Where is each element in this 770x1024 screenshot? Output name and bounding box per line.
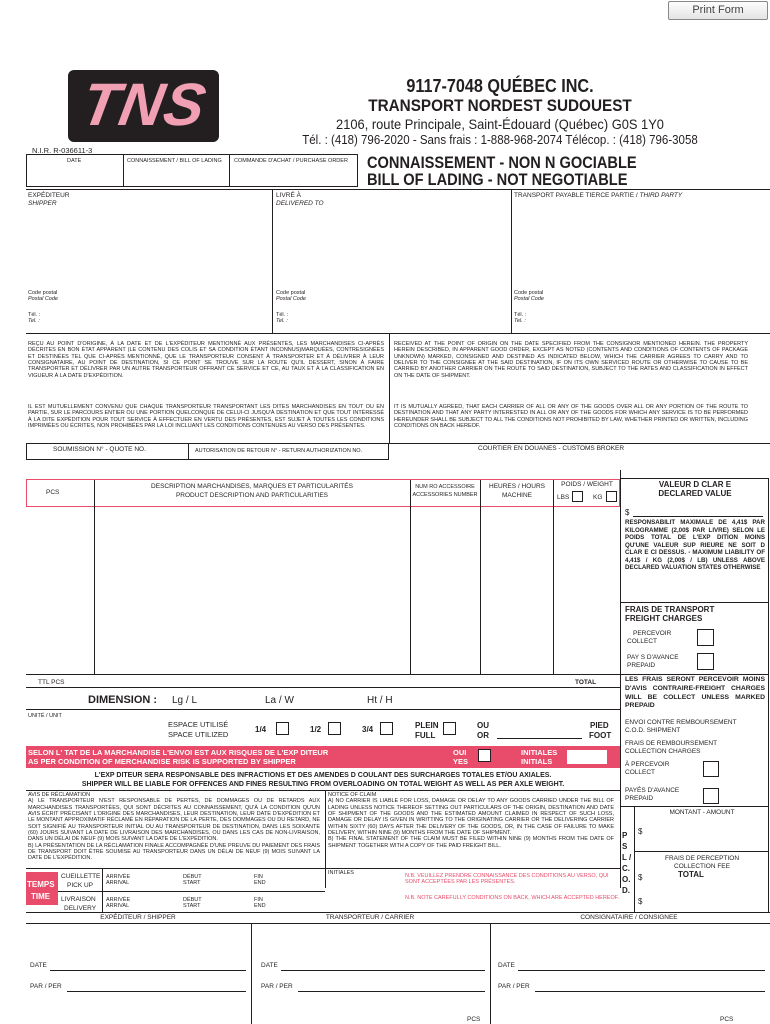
risk-en: AS PER CONDITION OF MERCHANDISE RISK IS SUPPORTED BY SHIPPER (28, 757, 296, 766)
ttl-pcs-label: TTL PCS (38, 679, 65, 686)
bill-label: CONNAISSEMENT / BILL OF LADING (127, 158, 222, 164)
shipper-label-fr: EXPÉDITEUR (28, 192, 70, 199)
fee-dollar: $ (638, 873, 643, 882)
pickup-start-fr: DÉBUT (183, 874, 202, 880)
prepaid2: PREPAID (625, 795, 654, 802)
full-en: FULL (415, 731, 436, 740)
psl-cod-label: P S L / C. O. D. (622, 831, 632, 895)
return-auth-label: AUTORISATION DE RETOUR N° - RETURN AUTHORIZATION NO. (195, 448, 363, 454)
declared-dollar: $ (625, 508, 630, 517)
dimension-label: DIMENSION : (88, 694, 158, 706)
delivered-postal-fr: Code postal (276, 290, 306, 296)
third-party-label-fr: TRANSPORT PAYABLE TIERCE PARTIE / (514, 192, 640, 199)
foot-en: FOOT (589, 731, 612, 740)
quote-no-field[interactable] (26, 443, 189, 460)
sig-consignee-pcs-label: PCS (720, 1016, 734, 1023)
date-field[interactable] (26, 154, 124, 187)
delivered-tel-en: Tel. : (276, 318, 288, 324)
space-three-quarter-checkbox[interactable] (380, 722, 393, 735)
third-tel-fr: Tél. : (514, 312, 527, 318)
sig-shipper-per-label: PAR / PER (30, 983, 62, 990)
risk-fr: SELON L' TAT DE LA MARCHANDISE L'ENVOI EST AUX RISQUES DE L'EXP DITEUR (28, 748, 329, 757)
collect-en: COLLECT (627, 638, 657, 645)
delivery-end-en: END (254, 903, 266, 909)
customs-broker-label: COURTIER EN DOUANES - CUSTOMS BROKER (478, 445, 625, 452)
title-en: BILL OF LADING - NOT NEGOTIABLE (367, 170, 628, 189)
sig-carrier-per-label: PAR / PER (261, 983, 293, 990)
space-en: SPACE UTILIZED (168, 730, 229, 739)
space-half-label: 1/2 (310, 725, 322, 734)
montant-dollar: $ (638, 827, 643, 836)
third-tel-en: Tel. : (514, 318, 526, 324)
space-three-quarter-label: 3/4 (362, 725, 374, 734)
liability-text: RESPONSABILIT MAXIMALE DE 4,41$ PAR KILOGRAMME (2,00$ PAR LIVRE) SELON LE POIDS TOTAL DE L'EXP DITION MOINS QU'UNE VALEUR SUP RIEURE NE SOIT D CLAR E CI DESSUS. - MAXIMUM LIABILITY OF 4,41$ / KG (2,00$ / LB) UNLESS ABOVE DECLARED VALUATION STATES OTHERWISE (625, 519, 765, 572)
claims-en (328, 792, 614, 849)
overload-en: SHIPPER WILL BE LIABLE FOR OFFENCES AND FINES RESULTING FROM OVERLOADING ON TOTAL WEIGHT AS WELL AS PER AXLE WEIGHT. (81, 781, 565, 788)
sig-consignee-date-field[interactable] (518, 970, 765, 971)
total-label: TOTAL (678, 870, 704, 879)
cod-fr: ENVOI CONTRE REMBOURSEMENT (625, 719, 737, 726)
bill-of-lading-field[interactable] (124, 154, 230, 187)
montant-label: MONTANT - AMOUNT (669, 809, 735, 816)
space-half-checkbox[interactable] (328, 722, 341, 735)
delivery-start-en: START (183, 903, 201, 909)
sig-carrier-label: TRANSPORTEUR / CARRIER (325, 914, 415, 921)
delivery-end-fr: FIN (254, 897, 263, 903)
full-fr: PLEIN (415, 721, 439, 730)
sig-consignee-per-field[interactable] (535, 991, 765, 992)
lbs-checkbox[interactable] (572, 491, 583, 502)
overload-fr: L'EXP DITEUR SERA RESPONSABLE DES INFRACTIONS ET DES AMENDES D COULANT DES SURCHARGES TOTALES ET/OU AXIALES. (94, 772, 552, 779)
space-quarter-label: 1/4 (255, 725, 267, 734)
col-hours-fr: HEURES / HOURS (489, 483, 545, 490)
delivered-to-box[interactable] (276, 192, 508, 330)
prepaid-en: PREPAID (627, 662, 656, 669)
sig-consignee-label: CONSIGNATAIRE / CONSIGNEE (580, 914, 678, 921)
sig-shipper-per-field[interactable] (67, 991, 246, 992)
dim-width[interactable]: La / W (265, 695, 294, 706)
freight-en: FREIGHT CHARGES (625, 614, 703, 623)
risk-yes-checkbox[interactable] (478, 749, 491, 762)
logo-text: TNS (76, 71, 212, 138)
total-dollar: $ (638, 897, 643, 906)
quote-label: SOUMISSION N° - QUOTE NO. (53, 446, 146, 453)
freight-fr: FRAIS DE TRANSPORT (625, 605, 715, 614)
prepaid-checkbox[interactable] (697, 653, 714, 670)
pickup-start-en: START (183, 880, 201, 886)
col-pcs: PCS (46, 489, 60, 496)
delivered-tel-fr: Tél. : (276, 312, 289, 318)
risk-initials-fr: INITIALES (521, 748, 558, 757)
pickup-fr: CUEILLETTE (61, 873, 101, 880)
risk-yes-fr: OUI (453, 748, 467, 757)
foot-input[interactable] (497, 738, 582, 739)
company-name: 9117-7048 QUÉBEC INC. (406, 76, 594, 96)
title-fr: CONNAISSEMENT - NON N GOCIABLE (367, 153, 637, 172)
shipper-postal-fr: Code postal (28, 290, 58, 296)
claims-fr-b: B) LA PRÉSENTATION DE LA RÉCLAMATION FINALE ACCOMPAGNÉE D'UNE PREUVE DU PAIEMENT DES FRAIS DE TRANSPORT DOIT ÊTRE SOUMISE AU TRANSPORTEUR DANS UN DÉLAI DE NEUF (9) MOIS SUIVANT LA DATE DE L'EXPÉDITION. (28, 842, 320, 862)
col-acc-en: ACCESSORIES NUMBER (412, 492, 478, 498)
declared-value-fr: VALEUR D CLAR E (658, 480, 732, 489)
risk-yes-en: YES (453, 757, 469, 766)
delivery-arrival-fr: ARRIVÉE (106, 897, 131, 903)
col-hours-en: MACHINE (502, 492, 532, 499)
claims-fr (28, 792, 320, 861)
third-party-box[interactable] (514, 192, 768, 330)
third-party-label-en: THIRD PARTY (639, 192, 683, 199)
po-label: COMMANDE D'ACHAT / PURCHASE ORDER (234, 158, 348, 164)
sig-carrier-date-label: DATE (261, 962, 278, 969)
dim-length[interactable]: Lg / L (172, 695, 198, 706)
space-fr: ESPACE UTILISÉ (168, 720, 229, 729)
note-fr: N.B. VEUILLEZ PRENDRE CONNAISSANCE DES CONDITIONS AU VERSO, QUI SONT ACCEPTÉES PAR LES PRÉSENTES. (405, 873, 609, 886)
shipper-tel-fr: Tél. : (28, 312, 41, 318)
foot-fr: PIED (590, 721, 609, 730)
declared-value-input[interactable] (633, 516, 763, 517)
sig-carrier-date-field[interactable] (281, 970, 485, 971)
claims-fr-a: A) LE TRANSPORTEUR N'EST RESPONSABLE DE PERTES, DE DOMMAGES OU DE RETARDS AUX MARCHANDISES TRANSPORTÉES, QUI SONT DÉCRITES AU CONNAISSEMENT, QU'À LA CONDITION QU'UN AVIS ÉCRIT PRÉCISANT L'ORIGINE DES MARCHANDISES, LEUR DESTINATION, LEUR DATE D'EXPÉDITION ET LE MONTANT APPROXIMATIF RÉCLAMÉ EN RÉPARATION DE LA PERTE, DES DOMMAGES OU DU RETARD, NE SOIT SIGNIFIÉ AU TRANSPORTEUR INITIAL OU AU TRANSPORTEUR DE DESTINATION, DANS LES SOIXANTE (60) JOURS SUIVANT LA DATE DE LIVRAISON DES MARCHANDISES, OU DANS LES CAS DE NON-LIVRAISON, DANS UN DÉLAI DE NEUF (9) MOIS SUIVANT LA DATE DE L'EXPÉDITION. (28, 798, 320, 843)
sig-shipper-date-label: DATE (30, 962, 47, 969)
shipper-label-en: SHIPPER (28, 199, 57, 207)
third-postal-en: Postal Code (514, 296, 544, 302)
a-percevoir: À PERCEVOIR (625, 761, 670, 768)
pickup-arrival-fr: ARRIVÉE (106, 874, 131, 880)
declared-value-en: DECLARED VALUE (658, 489, 732, 498)
cod-en: C.O.D. SHIPMENT (625, 727, 681, 734)
col-desc-fr: DESCRIPTION MARCHANDISES, MARQUES ET PARTICULARITÉS (151, 483, 353, 490)
initials-label: INITIALES (328, 870, 354, 876)
company-address: 2106, route Principale, Saint-Édouard (Québec) G0S 1Y0 (336, 116, 664, 132)
coll-charges-en: COLLECTION CHARGES (625, 748, 701, 755)
payes: PAYÉS D'AVANCE (625, 787, 680, 794)
risk-initials-en: INITIALS (521, 757, 553, 766)
sig-carrier-per-field[interactable] (298, 991, 485, 992)
terms-en-2: IT IS MUTUALLY AGREED, THAT EACH CARRIER OF ALL OR ANY OF THE GOODS OVER ALL OR ANY PORTION OF THE ROUTE TO DESTINATION AND THAT ANY PARTY INTERESTED IN ALL OR ANY OF THE GOODS FOR WHICH ANY SERVICE IS TO BE PERFORMED HEREUNDER SHALL BE SUBJECT TO ALL THE CONDITIONS NOT PROHIBITED BY LAW, WHETHER PRINTED OR WRITTEN, INCLUDING CONDITIONS ON BACK HEREOF. (394, 404, 748, 429)
claims-en-b: B) THE FINAL STATEMENT OF THE CLAIM MUST BE FILED WITHIN NINE (9) MONTHS FROM THE DATE OF SHIPMENT TOGETHER WITH A COPY OF THE PAID FREIGHT BILL. (328, 836, 614, 849)
note-en: N.B. NOTE CAREFULLY CONDITIONS ON BACK, WHICH ARE ACCEPTED HEREOF. (405, 895, 620, 901)
sig-shipper-date-field[interactable] (50, 970, 246, 971)
space-quarter-checkbox[interactable] (276, 722, 289, 735)
time-label: TIME (31, 892, 51, 901)
cod-prepaid-checkbox[interactable] (703, 788, 719, 804)
col-acc-fr: NUM RO ACCESSOIRE (415, 484, 475, 490)
sig-carrier-pcs-label: PCS (467, 1016, 481, 1023)
terms-en-1: RECEIVED AT THE POINT OF ORIGIN ON THE DATE SPECIFIED FROM THE CONSIGNOR MENTIONED HEREIN. THE PROPERTY HEREIN DESCRIBED, IN APPARENT GOOD ORDER, EXCEPT AS NOTED (CONTENTS AND CONDITIONS OF CONTENTS OF PACKAGE UNKNOWN) MARKED, CONSIGNED AND DESTINED AS INDICATED BELOW, WHICH THE CARRIER AGREES TO CARRY AND TO DELIVER TO THE CONSIGNEE AT THE SAID DESTINATION, IF ON ITS OWN SERVICED ROUTE OR OTHERWISE TO CAUSE TO BE CARRIED BY ANOTHER CARRIER ON THE ROUTE TO SAID DESTINATION, SUBJECT TO THE RATES AND CLASSIFICATION IN EFFECT ON THE DATE OF SHIPMENT. (394, 341, 748, 379)
col-lbs: LBS (557, 494, 570, 501)
cod-collect-checkbox[interactable] (703, 761, 719, 777)
temps-label: TEMPS (27, 880, 55, 889)
risk-initials-field[interactable] (567, 750, 607, 764)
claims-en-title: NOTICE OF CLAIM (328, 792, 377, 798)
company-subname: TRANSPORT NORDEST SUDOUEST (368, 96, 632, 115)
collect-fr: PERCEVOIR (633, 630, 672, 637)
third-postal-fr: Code postal (514, 290, 544, 296)
fee-en: COLLECTION FEE (674, 863, 730, 870)
kg-checkbox[interactable] (606, 491, 617, 502)
pickup-arrival-en: ARRIVAL (106, 880, 130, 886)
prepaid-fr: PAY S D'AVANCE (627, 654, 679, 661)
or-en: OR (477, 731, 489, 740)
fee-fr: FRAIS DE PERCEPTION (664, 855, 740, 862)
sig-consignee-per-label: PAR / PER (498, 983, 530, 990)
total-weight-label: TOTAL (575, 679, 597, 686)
sig-consignee-date-label: DATE (498, 962, 515, 969)
delivery-start-fr: DÉBUT (183, 897, 202, 903)
pickup-en: PICK UP (67, 882, 94, 889)
company-phones: Tél. : (418) 796-2020 - Sans frais : 1-888-968-2074 Télécop. : (418) 796-3058 (302, 133, 698, 147)
claims-fr-title: AVIS DE RÉCLAMATION (28, 792, 91, 798)
delivery-arrival-en: ARRIVAL (106, 903, 130, 909)
return-auth-field[interactable] (189, 443, 389, 460)
collect2: COLLECT (625, 769, 655, 776)
terms-fr-2: IL EST MUTUELLEMENT CONVENU QUE CHAQUE TRANSPORTEUR TRANSPORTANT LES DITES MARCHANDISES EN TOUT OU EN PARTIE, SUR LE PARCOURS ENTIER OU UNE PORTION QUELCONQUE DE CELUI-CI JUSQU'À DESTINATION ET QUE TOUT INTÉRESSÉ À LA DITE EXPÉDITION POUR TOUT SERVICE À EFFECTUER EN VERTU DES PRÉSENTES, EST SUJET À TOUTES LES CONDITIONS IMPRIMÉES OU ÉCRITES, NON PROHIBÉES PAR LA LOI INCLUANT LES CONDITIONS CONTENUES AU VERSO DES PRÉSENTES. (28, 404, 384, 429)
delivery-en: DELIVERY (64, 905, 97, 912)
shipper-tel-en: Tel. : (28, 318, 40, 324)
terms-fr-1: REÇU AU POINT D'ORIGINE, À LA DATE ET DE L'EXPÉDITEUR MENTIONNÉ AUX PRÉSENTES, LES MARCHANDISES CI-APRÈS DÉCRITES EN BON ÉTAT APPARENT (LE CONTENU DES COLIS ET SA CONDITION ÉTANT INCONNUS)MARQUÉES, CONTRESIGNÉES ET DESTINÉES TEL QUE CI-APRÈS MENTIONNÉ, QUE LE TRANSPORTEUR CONSENT À TRANSPORTER ET À DÉLIVRER À LEUR CONSIGNATAIRE, AU POINT DE DESTINATION, SI CE POINT SE TROUVE SUR LA ROUTE QU'IL DESSERT, SINON À FAIRE TRANSPORTER ET DÉLIVRER PAR UN AUTRE TRANSPORTEUR OFFRANT CE SERVICE ET CE, AU TAUX ET À LA CLASSIFICATION EN VIGUEUR À LA DATE D'EXPÉDITION. (28, 341, 384, 379)
print-form-button[interactable]: Print Form (668, 1, 768, 20)
collect-checkbox[interactable] (697, 629, 714, 646)
delivered-label-en: DELIVERED TO (276, 199, 324, 207)
col-kg: KG (593, 494, 603, 501)
company-logo (68, 70, 219, 142)
contrary-text: LES FRAIS SERONT PERCEVOIR MOINS D'AVIS CONTRAIRE-FREIGHT CHARGES WILL BE COLLECT UNLESS MARKED PREPAID (625, 676, 765, 710)
shipper-postal-en: Postal Code (28, 296, 58, 302)
full-checkbox[interactable] (443, 722, 456, 735)
col-weight: POIDS / WEIGHT (561, 481, 613, 488)
purchase-order-field[interactable] (230, 154, 358, 187)
pickup-end-fr: FIN (254, 874, 263, 880)
delivery-fr: LIVRAISON (61, 896, 96, 903)
delivered-label-fr: LIVRÉ À (276, 192, 301, 199)
claims-en-a: A) NO CARRIER IS LIABLE FOR LOSS, DAMAGE OR DELAY TO ANY GOODS CARRIED UNDER THE BILL OF LADING UNLESS NOTICE THEREOF SETTING OUT PARTICULARS OF THE ORIGIN, DESTINATION AND DATE OF SHIPMENT OF THE GOODS AND THE ESTIMATED AMOUNT CLAIMED IN RESPECT OF SUCH LOSS, DAMAGE OR DELAY IS GIVEN IN WRITTING TO THE ORIGINATING CARRIER OR THE DELIVERING CARRIER WITHIN SIXTY (60) DAYS AFTER THE DELIVERY OF THE GOODS, OR, IN THE CASE OF FAILURE TO MAKE DELIVERY, WITHIN NINE (9) MONTHS FROM THE DATE OF SHIPMENT. (328, 798, 614, 836)
col-desc-en: PRODUCT DESCRIPTION AND PARTICULARITIES (175, 492, 329, 499)
pickup-end-en: END (254, 880, 266, 886)
or-fr: OU (477, 721, 489, 730)
dim-height[interactable]: Ht / H (367, 695, 393, 706)
nir-number: N.I.R. R-036611-3 (32, 146, 93, 155)
unit-label: UNITÉ / UNIT (28, 713, 62, 719)
coll-charges-fr: FRAIS DE REMBOURSEMENT (625, 740, 718, 747)
delivered-postal-en: Postal Code (276, 296, 306, 302)
shipper-box[interactable] (28, 192, 268, 330)
date-label: DATE (67, 158, 82, 164)
sig-shipper-label: EXPÉDITEUR / SHIPPER (100, 914, 176, 921)
